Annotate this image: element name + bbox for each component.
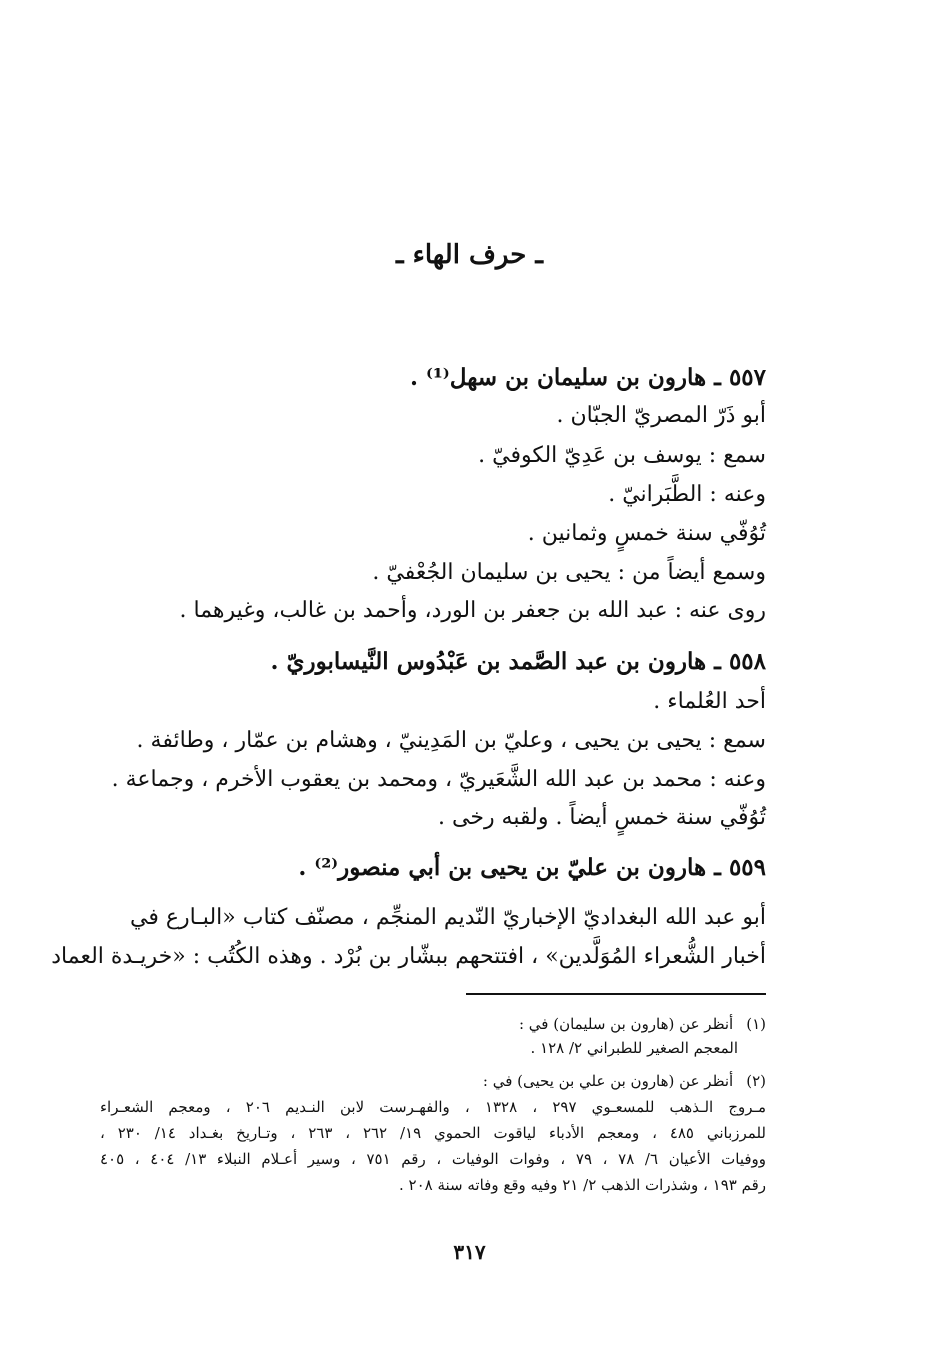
footnote-number: (٢) [746, 1072, 766, 1090]
entry-557-line: وعنه : الطَّبَرانيّ . [608, 482, 766, 507]
entry-558-title: ٥٥٨ ـ هارون بن عبد الصَّمد بن عَبْدُوس النَّيسابوريّ . [270, 648, 766, 675]
footnote-2-line: ووفيات الأعيان ٦/ ٧٨ ، ٧٩ ، وفوات الوفيات ، رقم ٧٥١ ، وسير أعـلام النبلاء ١٣/ ٤٠٤ ، ٤٠٥ [100, 1150, 767, 1168]
entry-557-line: تُوُفّي سنة خمسٍ وثمانين . [527, 521, 766, 546]
footnote-separator [466, 993, 766, 995]
entry-558-line: وعنه : محمد بن عبد الله الشَّعَيريّ ، ومحمد بن يعقوب الأخرم ، وجماعة . [111, 767, 766, 792]
footnote-1-line: المعجم الصغير للطبراني ٢/ ١٢٨ . [530, 1039, 738, 1057]
entry-557-line: أبو ذَرّ المصريّ الجبّان . [556, 403, 766, 428]
page-number: ٣١٧ [453, 1240, 486, 1264]
footnote-2 [100, 1070, 766, 1093]
footnote-2-line: مـروج الـذهب للمسعـوي ٢٩٧ ، ١٣٢٨ ، والفهـرست لابن النـديم ٢٠٦ ، ومعجم الشعـراء [100, 1098, 767, 1116]
entry-558-line: أحد العُلماء . [653, 689, 766, 714]
entry-559-line: أخبار الشُّعراء المُوَلَّدين» ، افتتحهم ببشّار بن بُرْد . وهذه الكُتُب : «خريـدة العماد [51, 944, 766, 969]
entry-558-line: تُوُفّي سنة خمسٍ أيضاً . ولقبه رخى . [438, 805, 766, 830]
footnote-2-line: رقم ١٩٣ ، وشذرات الذهب ٢/ ٢١ وفيه وقع وفاته سنة ٢٠٨ . [398, 1176, 766, 1194]
entry-557-line: سمع : يوسف بن عَدِيّ الكوفيّ . [478, 443, 766, 468]
footnote-text: أنظر عن (هارون بن سليمان) في : [518, 1015, 734, 1033]
footnote-1 [100, 1013, 766, 1036]
entry-559-line: أبو عبد الله البغداديّ الإخباريّ النّديم المنجِّم ، مصنّف كتاب «البـارع في [130, 905, 766, 930]
footnote-text: أنظر عن (هارون بن علي بن يحيى) في : [482, 1072, 734, 1090]
entry-559-title: ٥٥٩ ـ هارون بن عليّ بن يحيى بن أبي منصور⁽²⁾ . [298, 854, 766, 881]
footnote-number: (١) [746, 1015, 766, 1033]
entry-557-line: وسمع أيضاً من : يحيى بن سليمان الجُعْفيّ . [372, 560, 766, 585]
chapter-heading: ـ حرف الهاء ـ [395, 240, 544, 270]
entry-558-line: سمع : يحيى بن يحيى ، وعليّ بن المَدِينيّ ، وهشام بن عمّار ، وطائفة . [136, 728, 766, 753]
footnote-2-line: للمرزباني ٤٨٥ ، ومعجم الأدباء لياقوت الحموي ١٩/ ٢٦٢ ، ٢٦٣ ، وتـاريخ بغـداد ١٤/ ٢٣٠ ، [100, 1124, 766, 1142]
entry-557-line: روى عنه : عبد الله بن جعفر بن الورد، وأحمد بن غالب، وغيرهما . [179, 598, 766, 623]
entry-557-title: ٥٥٧ ـ هارون بن سليمان بن سهل⁽¹⁾ . [409, 364, 766, 391]
